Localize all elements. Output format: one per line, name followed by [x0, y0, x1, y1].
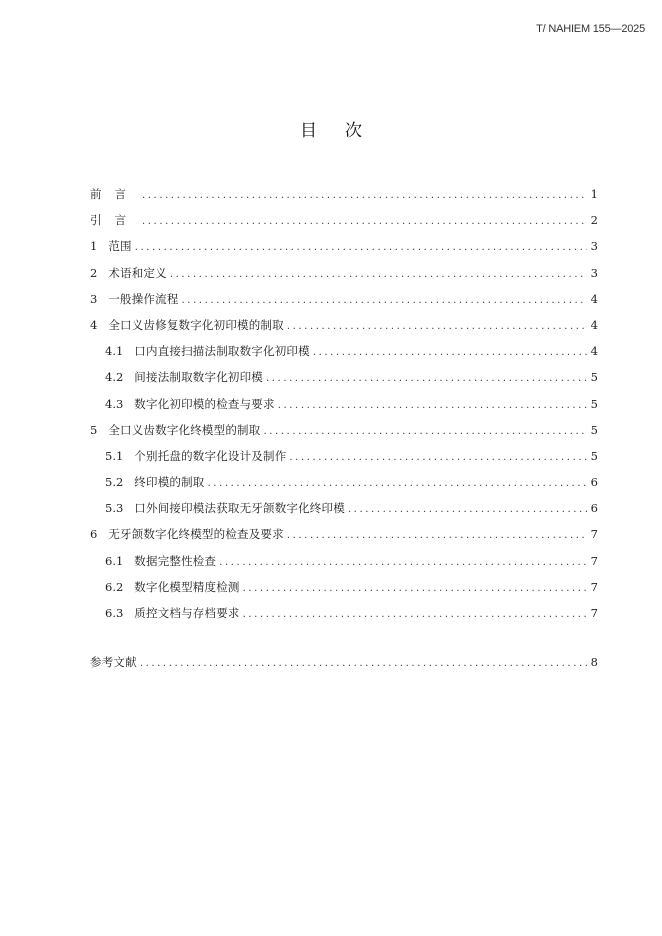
toc-entry-page-number: 2 [590, 213, 598, 228]
toc-entry-title: 范围 [108, 239, 132, 254]
toc-entry-page-number: 1 [590, 187, 598, 201]
toc-entry-title: 个别托盘的数字化设计及制作 [134, 448, 287, 463]
toc-entry-page-number: 3 [590, 265, 598, 280]
toc-entry-page-number: 4 [590, 291, 598, 306]
toc-dot-leader [142, 216, 587, 227]
toc-entry[interactable] [90, 654, 598, 680]
toc-entry-number: 4.2 [105, 370, 124, 385]
toc-entry-number: 4.3 [105, 396, 124, 411]
toc-entry-page-number: 5 [590, 396, 598, 411]
toc-dot-leader [266, 373, 587, 384]
toc-entry-page-number: 5 [590, 422, 598, 437]
toc-entry-title: 全口义齿数字化终模型的制取 [108, 422, 261, 437]
toc-entry[interactable] [90, 186, 598, 212]
toc-entry[interactable] [90, 500, 598, 526]
toc-entry-title: 参考文献 [90, 655, 137, 670]
toc-entry-number: 4 [90, 317, 98, 332]
toc-entry[interactable] [90, 579, 598, 605]
toc-entry-title: 引言 [90, 213, 139, 228]
toc-entry-title: 口内直接扫描法制取数字化初印模 [134, 344, 310, 359]
toc-entry-page-number: 7 [590, 527, 598, 542]
toc-entry[interactable] [90, 343, 598, 369]
toc-entry[interactable] [90, 605, 598, 631]
toc-entry[interactable] [90, 265, 598, 291]
toc-entry-page-number: 4 [590, 344, 598, 359]
toc-entry-page-number: 5 [590, 370, 598, 385]
toc-entry-number: 6.2 [105, 579, 124, 594]
toc-dot-leader [287, 530, 587, 541]
toc-dot-leader [140, 658, 587, 669]
toc-entry[interactable] [90, 553, 598, 579]
toc-entry[interactable] [90, 369, 598, 395]
toc-entry-title: 术语和定义 [108, 265, 167, 280]
table-of-contents [90, 186, 598, 680]
toc-dot-leader [182, 295, 587, 306]
toc-dot-leader [263, 426, 586, 437]
toc-dot-leader [313, 347, 587, 358]
toc-dot-leader [208, 478, 587, 489]
toc-dot-leader [243, 609, 587, 620]
page-title: 目次 [300, 121, 390, 141]
toc-entry-title: 一般操作流程 [108, 291, 179, 306]
toc-entry-page-number: 7 [590, 553, 598, 568]
toc-entry[interactable] [90, 474, 598, 500]
toc-entry-page-number: 8 [590, 655, 598, 670]
toc-entry-number: 5.3 [105, 501, 124, 516]
toc-entry-title: 间接法制取数字化初印模 [134, 370, 263, 385]
document-code: T/ NAHIEM 155—2025 [536, 23, 645, 35]
toc-entry[interactable] [90, 238, 598, 264]
toc-dot-leader [135, 242, 587, 253]
toc-dot-leader [287, 321, 587, 332]
toc-dot-leader [289, 452, 586, 463]
toc-entry-title: 前言 [90, 187, 139, 201]
toc-entry-number: 3 [90, 291, 98, 306]
toc-entry[interactable] [90, 526, 598, 552]
toc-entry-number: 1 [90, 239, 98, 254]
toc-entry-number: 6 [90, 527, 98, 542]
toc-entry-number: 6.1 [105, 553, 124, 568]
toc-dot-leader [348, 504, 587, 515]
toc-entry-number: 5 [90, 422, 98, 437]
toc-dot-leader [142, 190, 587, 201]
toc-dot-leader [278, 400, 587, 411]
toc-entry-page-number: 6 [590, 475, 598, 490]
toc-entry[interactable] [90, 448, 598, 474]
toc-entry[interactable] [90, 212, 598, 238]
toc-entry-number: 5.2 [105, 475, 124, 490]
toc-entry-title: 全口义齿修复数字化初印模的制取 [108, 317, 284, 332]
toc-entry[interactable] [90, 317, 598, 343]
toc-entry-title: 口外间接印模法获取无牙颌数字化终印模 [134, 501, 345, 516]
toc-entry[interactable] [90, 396, 598, 422]
toc-entry-page-number: 3 [590, 239, 598, 254]
toc-entry[interactable] [90, 291, 598, 317]
toc-entry-title: 数字化初印模的检查与要求 [134, 396, 275, 411]
toc-entry-number: 6.3 [105, 606, 124, 620]
toc-entry[interactable] [90, 422, 598, 448]
toc-entry-title: 质控文档与存档要求 [134, 606, 240, 620]
toc-entry-page-number: 7 [590, 579, 598, 594]
toc-entry-page-number: 5 [590, 448, 598, 463]
toc-entry-number: 2 [90, 265, 98, 280]
toc-entry-title: 数据完整性检查 [134, 553, 217, 568]
toc-entry-title: 数字化模型精度检测 [134, 579, 240, 594]
toc-entry-title: 无牙颌数字化终模型的检查及要求 [108, 527, 284, 542]
toc-dot-leader [243, 583, 587, 594]
toc-entry-number: 5.1 [105, 448, 124, 463]
toc-dot-leader [170, 269, 587, 280]
toc-dot-leader [219, 557, 586, 568]
toc-entry-title: 终印模的制取 [134, 475, 205, 490]
toc-entry-number: 4.1 [105, 344, 124, 359]
toc-entry-page-number: 6 [590, 501, 598, 516]
toc-entry-page-number: 7 [590, 606, 598, 620]
toc-entry-page-number: 4 [590, 317, 598, 332]
